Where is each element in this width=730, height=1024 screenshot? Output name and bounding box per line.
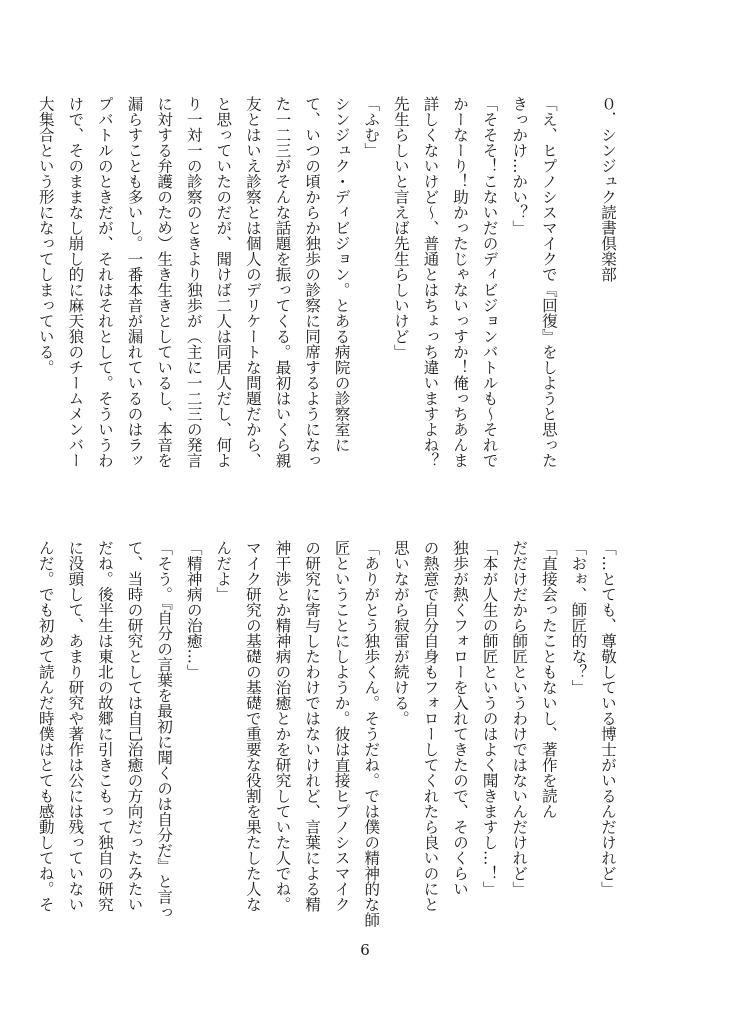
- text-line: だだけだから師匠というわけではないんだけれど」: [510, 540, 529, 897]
- text-line: かーなーり！助かったじゃないっすか！俺っちあんま: [451, 96, 470, 468]
- text-line: に対する弁護のため）生き生きとしているし、本音を: [155, 96, 174, 468]
- text-line: と思っていたのだが、聞けば二人は同居人だし、何よ: [214, 96, 233, 468]
- text-line: に没頭して、あまり研究や著作は公には残っていない: [66, 540, 85, 912]
- text-line: て、いつの頃からか独歩の診察に同席するようになっ: [303, 96, 322, 468]
- text-line: 漏らすことも多いし。一番本音が漏れているのはラッ: [125, 96, 144, 468]
- text-line: [563, 96, 593, 481]
- text-line: り一対一の診察のときより独歩が（主に一二三の発言: [184, 96, 203, 468]
- text-line: て、当時の研究としては自己治癒の方向だったみたい: [125, 540, 144, 912]
- text-line: 「そそそ！こないだのディビジョンバトルも～それで: [480, 96, 499, 468]
- text-line: 「そう。『自分の言葉を最初に聞くのは自分だ』と言っ: [155, 540, 174, 920]
- text-line: 神干渉とか精神病の治癒とかを研究していた人でね。: [273, 540, 292, 912]
- text-line: 「え、ヒプノシスマイクで『回復』をしようと思った: [539, 96, 558, 468]
- text-line: んだよ」: [214, 540, 233, 602]
- text-line: 大集合という形になってしまっている。: [36, 96, 55, 375]
- text-line: の熱意で自分自身もフォローしてくれたら良いのにと: [421, 540, 440, 912]
- text-line: きっかけ…かい？」: [510, 96, 529, 236]
- text-line: ０．シンジュク読書倶楽部: [599, 96, 617, 282]
- lower-text-block: [36, 540, 622, 928]
- text-line: だね。後半生は東北の故郷に引きこもって独自の研究: [95, 540, 114, 912]
- text-line: シンジュク・ディビジョン。とある病院の診察室に: [332, 96, 351, 453]
- text-line: た一二三がそんな話題を振ってくる。最初はいくら親: [273, 96, 292, 468]
- text-line: マイク研究の基礎の基礎で重要な役割を果たした人な: [243, 540, 262, 912]
- text-line: 「本が人生の師匠というのはよく聞きますし…！」: [480, 540, 499, 897]
- page-number: 6: [360, 941, 370, 959]
- text-line: 思いながら寂雷が続ける。: [391, 540, 410, 726]
- text-line: 「直接会ったこともないし、著作を読ん: [539, 540, 558, 819]
- text-line: けで、そのままなし崩し的に麻天狼のチームメンバー: [66, 96, 85, 468]
- text-line: 「おぉ、師匠的な？」: [569, 540, 588, 695]
- text-line: 「ありがとう独歩くん。そうだね。では僕の精神的な師: [362, 540, 381, 928]
- text-line: 独歩が熱くフォローを入れてきたので、そのくらい: [451, 540, 470, 897]
- text-line: 先生らしいと言えば先生らしいけど」: [391, 96, 410, 360]
- text-line: 「ふむ」: [362, 96, 381, 158]
- text-line: 詳しくないけど～、普通とはちょっち違いますよね？: [421, 96, 440, 468]
- upper-text-block: [36, 96, 622, 481]
- text-line: 「精神病の治癒…」: [184, 540, 203, 680]
- text-line: の研究に寄与したわけではないけれど、言葉による精: [303, 540, 322, 912]
- text-line: 匠ということにしようか。彼は直接ヒプノシスマイク: [332, 540, 351, 912]
- text-line: プバトルのときだが、それはそれとして。そういうわ: [95, 96, 114, 468]
- text-line: 「…とても、尊敬している博士がいるんだけれど」: [599, 540, 617, 897]
- text-line: 友とはいえ診察とは個人のデリケートな問題だから、: [243, 96, 262, 468]
- text-line: んだ。でも初めて読んだ時僕はとても感動してね。そ: [36, 540, 55, 912]
